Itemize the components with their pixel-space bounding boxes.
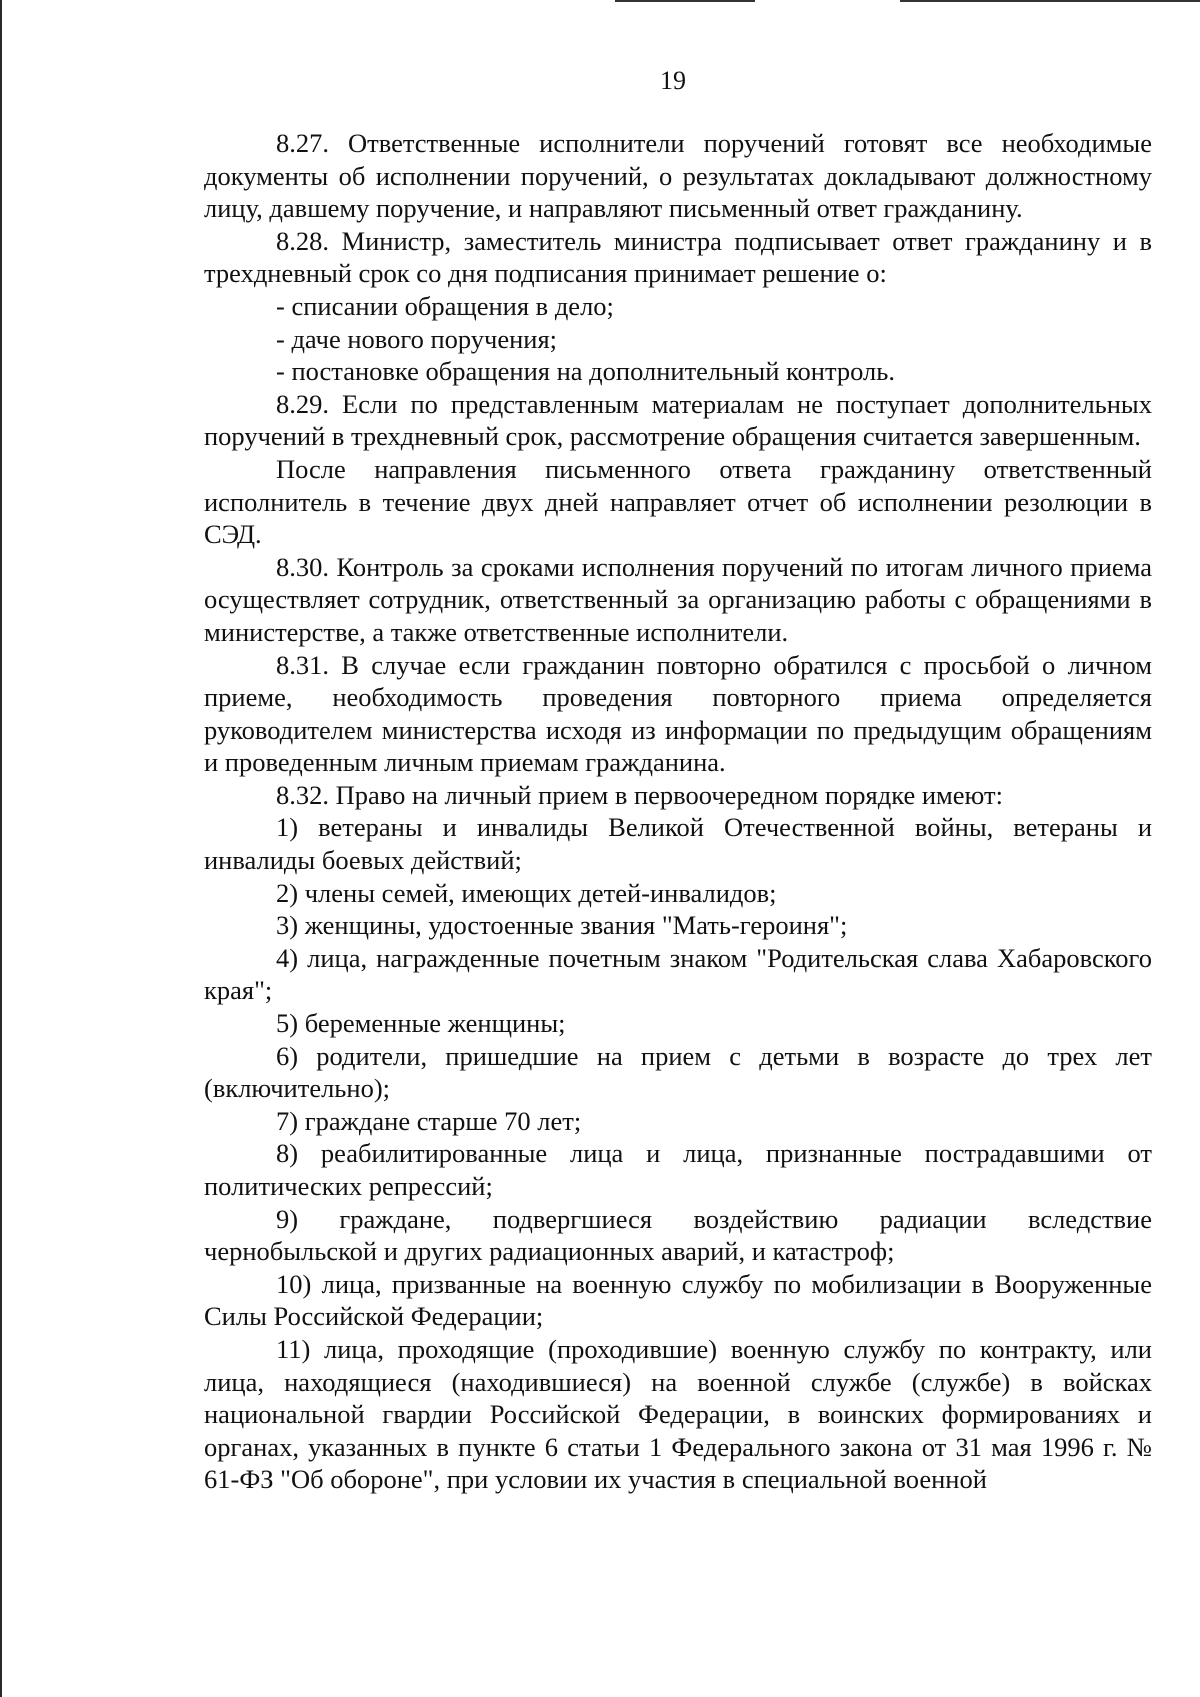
paragraph-8-29: 8.29. Если по представленным материалам не поступает дополнительных поручений в трехдневный срок, рассмотрение обращения считается завершенным. [204,388,1152,452]
list-item: - постановке обращения на дополнительный контроль. [276,356,895,387]
list-item: 8) реабилитированные лица и лица, признанные пострадавшими от политических репрессий; [204,1138,1152,1201]
list-item: - даче нового поручения; [276,323,558,354]
list-item: 11) лица, проходящие (проходившие) военную службу по контракту, или лица, находящиеся (находившиеся) на военной службе (службе) в войсках национальной гвардии Российской Федерации, в воинских формированиях и органах, указанных в пункте 6 статьи 1 Федерального закона от 31 мая 1996 г. № 61-ФЗ "Об обороне", при условии их участия в специальной военной [204,1333,1152,1495]
list-item: 4) лица, награжденные почетным знаком "Родительская слава Хабаровского края"; [204,942,1152,1006]
paragraph-8-30: 8.30. Контроль за сроками исполнения поручений по итогам личного приема осуществляет сотрудник, ответственный за организацию работы с обращениями в министерстве, а также ответственные исполнители. [204,551,1152,647]
paragraph-8-27: 8.27. Ответственные исполнители поручений готовят все необходимые документы об исполнении поручений, о результатах докладывают должностному лицу, давшему поручение, и направляют письменный ответ гражданину. [204,128,1152,224]
list-item: 3) женщины, удостоенные звания "Мать-героиня"; [276,910,848,941]
list-item: 1) ветераны и инвалиды Великой Отечественной войны, ветераны и инвалиды боевых действий; [204,812,1152,876]
list-item: 2) члены семей, имеющих детей-инвалидов; [276,877,777,908]
document-body [204,127,1152,1496]
scan-top-mark [900,0,1200,2]
paragraph-8-31: 8.31. В случае если гражданин повторно обратился с просьбой о личном приеме, необходимость проведения повторного приема определяется руководителем министерства исходя из информации по предыдущим обращениям и проведенным личным приемам гражданина. [204,649,1152,778]
list-item: 5) беременные женщины; [276,1008,566,1039]
paragraph-8-28: 8.28. Министр, заместитель министра подписывает ответ гражданину и в трехдневный срок со дня подписания принимает решение о: [204,225,1152,289]
scan-left-edge [0,0,2,1697]
list-item: 10) лица, призванные на военную службу по мобилизации в Вооруженные Силы Российской Федерации; [204,1268,1152,1332]
paragraph: После направления письменного ответа гражданину ответственный исполнитель в течение двух дней направляет отчет об исполнении резолюции в СЭД. [204,453,1152,550]
list-item: 9) граждане, подвергшиеся воздействию радиации вследствие чернобыльской и других радиационных аварий, и катастроф; [204,1203,1152,1267]
paragraph-8-32: 8.32. Право на личный прием в первоочередном порядке имеют: [276,779,1003,810]
scan-top-mark [615,0,755,2]
page-number: 19 [660,66,686,95]
list-item: 6) родители, пришедшие на прием с детьми в возрасте до трех лет (включительно); [204,1040,1152,1104]
list-item: 7) граждане старше 70 лет; [276,1105,582,1136]
list-item: - списании обращения в дело; [276,290,614,321]
